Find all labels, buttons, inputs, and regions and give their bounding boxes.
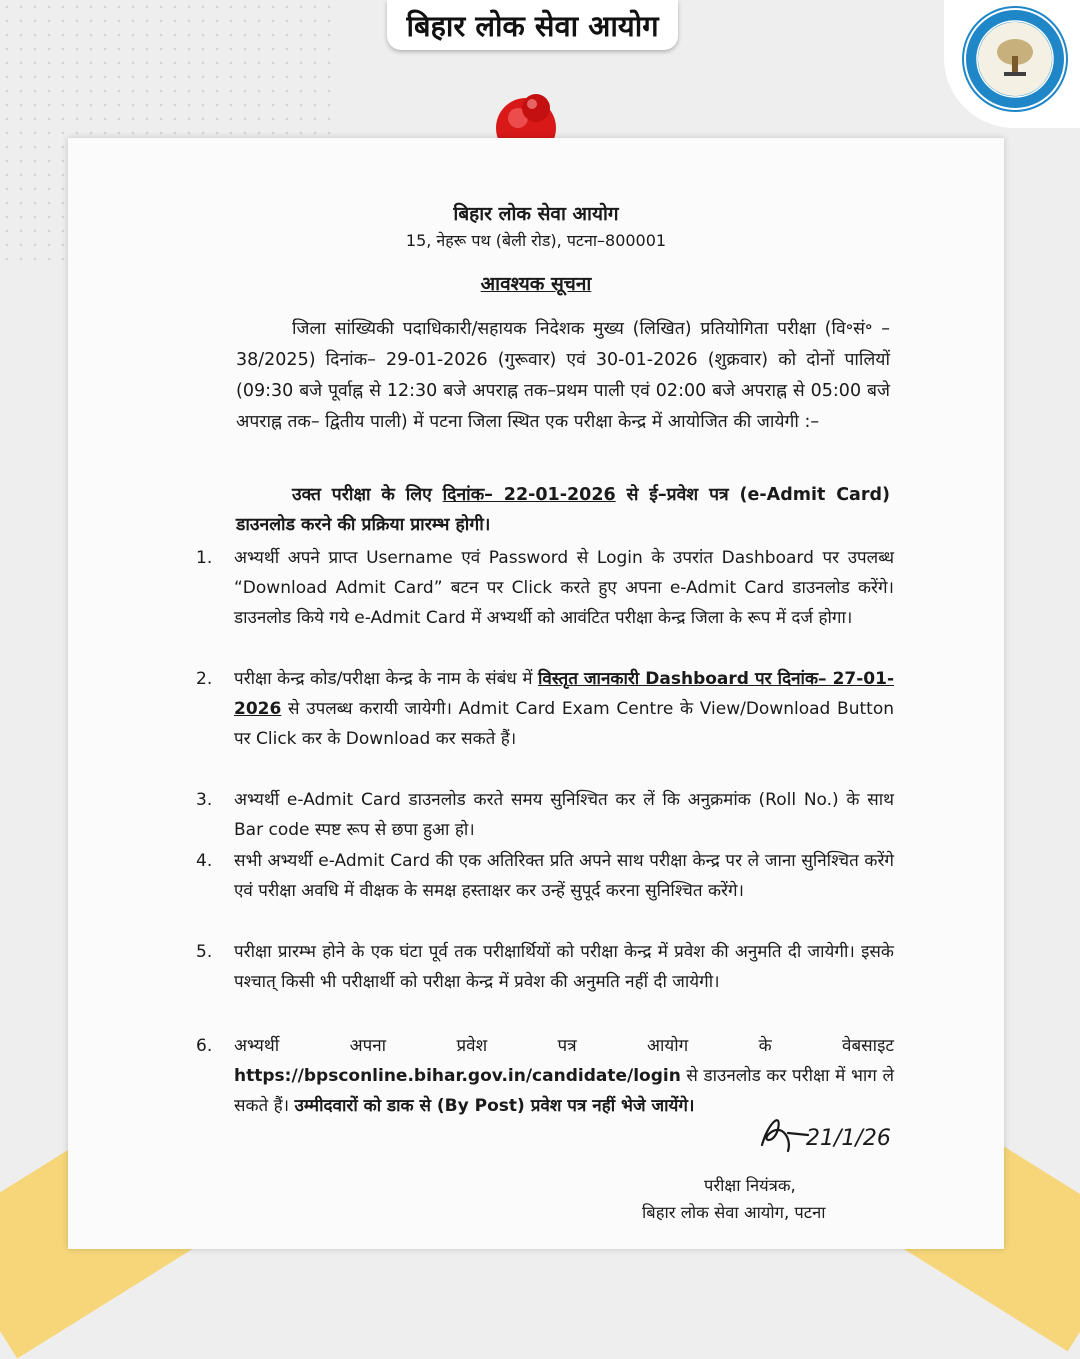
seal-container	[944, 0, 1080, 128]
commission-seal-logo	[962, 6, 1068, 112]
org-name: बिहार लोक सेवा आयोग	[453, 203, 619, 225]
start-date: दिनांक– 22-01-2026	[442, 485, 616, 505]
org-address: 15, नेहरू पथ (बेली रोड), पटना–800001	[405, 231, 667, 250]
intro-paragraph: जिला सांख्यिकी पदाधिकारी/सहायक निदेशक मुख्य (लिखित) प्रतियोगिता परीक्षा (वि॰सं॰ – 38/2025) दिनांक– 29-01-2026 (गुरूवार) एवं 30-01-2026 (शुक्रवार) को दोनों पालियों (09:30 बजे पूर्वाह्न से 12:30 बजे अपराह्न तक–प्रथम पाली एवं 02:00 बजे अपराह्न से 05:00 बजे अपराह्न तक– द्वितीय पाली) में पटना जिला स्थित एक परीक्षा केन्द्र में आयोजित की जायेगी :–	[236, 319, 890, 432]
admit-card-start-paragraph: उक्त परीक्षा के लिए दिनांक– 22-01-2026 से ई–प्रवेश पत्र (e-Admit Card) डाउनलोड करने की प्रक्रिया प्रारम्भ होगी।	[236, 485, 891, 535]
signatory-office: बिहार लोक सेवा आयोग, पटना	[642, 1203, 826, 1222]
signatory-designation: परीक्षा नियंत्रक,	[704, 1176, 796, 1195]
svg-text:21/1/26: 21/1/26	[806, 1126, 891, 1151]
seal-ring-icon	[962, 6, 1068, 112]
website-url: https://bpsconline.bihar.gov.in/candidate/login	[234, 1066, 681, 1086]
title-banner: बिहार लोक सेवा आयोग	[387, 0, 678, 50]
notice-heading: आवश्यक सूचना	[480, 273, 592, 295]
handwritten-signature	[748, 1093, 898, 1163]
notice-document: बिहार लोक सेवा आयोग 15, नेहरू पथ (बेली रोड), पटना–800001 आवश्यक सूचना जिला सांख्यिकी पदाधिकारी/सहायक निदेशक मुख्य (लिखित) प्रतियोगिता परीक्षा (वि॰सं॰ – 38/2025) दिनांक– 29-01-2026 (गुरूवार) एवं 30-01-2026 (शुक्रवार) को दोनों पालियों (09:30 बजे पूर्वाह्न से 12:30 बजे अपराह्न तक–प्रथम पाली एवं 02:00 बजे अपराह्न से 05:00 बजे अपराह्न तक– द्वितीय पाली) में पटना जिला स्थित एक परीक्षा केन्द्र में आयोजित की जायेगी :– उक्त परीक्षा के लिए दिनांक– 22-01-2026 से ई–प्रवेश पत्र (e-Admit Card) डाउनलोड करने की प्रक्रिया प्रारम्भ होगी। 1. अभ्यर्थी अपने प्राप्त Username एवं Password से Login के उपरांत Dashboard पर उपलब्ध “Download Admit Card” बटन पर Click करते हुए अपना e-Admit Card डाउनलोड करेंगे। डाउनलोड किये गये e-Admit Card में अभ्यर्थी को आवंटित परीक्षा केन्द्र जिला के रूप में दर्ज होगा। 2. परीक्षा केन्द्र कोड/परीक्षा केन्द्र के नाम के संबंध में विस्तृत जानकारी Dashboard पर दिनांक– 27-01-2026 से उपलब्ध करायी जायेगी। Admit Card Exam Centre के View/Download Button पर Click कर के Download कर सकते हैं। 3. अभ्यर्थी e-Admit Card डाउनलोड करते समय सुनिश्चित कर लें कि अनुक्रमांक (Roll No.) के साथ Bar code स्पष्ट रूप से छपा हुआ हो। 4. सभी अभ्यर्थी e-Admit Card की एक अतिरिक्त प्रति अपने साथ परीक्षा केन्द्र पर ले जाना सुनिश्चित करेंगे एवं परीक्षा अवधि में वीक्षक के समक्ष हस्ताक्षर कर उन्हें सुपूर्द करना सुनिश्चित करेंगे। 5. परीक्षा प्रारम्भ होने के एक घंटा पूर्व तक परीक्षार्थियों को परीक्षा केन्द्र में प्रवेश की अनुमति दी जायेगी। इसके पश्चात् किसी भी परीक्षार्थी को परीक्षा केन्द्र में प्रवेश की अनुमति नहीं दी जायेगी। 6. अभ्यर्थी अपना प्रवेश पत्र आयोग के वेबसाइट https://bpsconline.bihar.gov.in/candidate/login से डाउनलोड कर परीक्षा में भाग ले सकते हैं। उम्मीदवारों को डाक से (By Post) प्रवेश पत्र नहीं भेजे जायेंगे। 21/1/26 परीक्षा नियंत्रक, बिहार लोक सेवा आयोग, पटना	[68, 138, 1004, 1249]
